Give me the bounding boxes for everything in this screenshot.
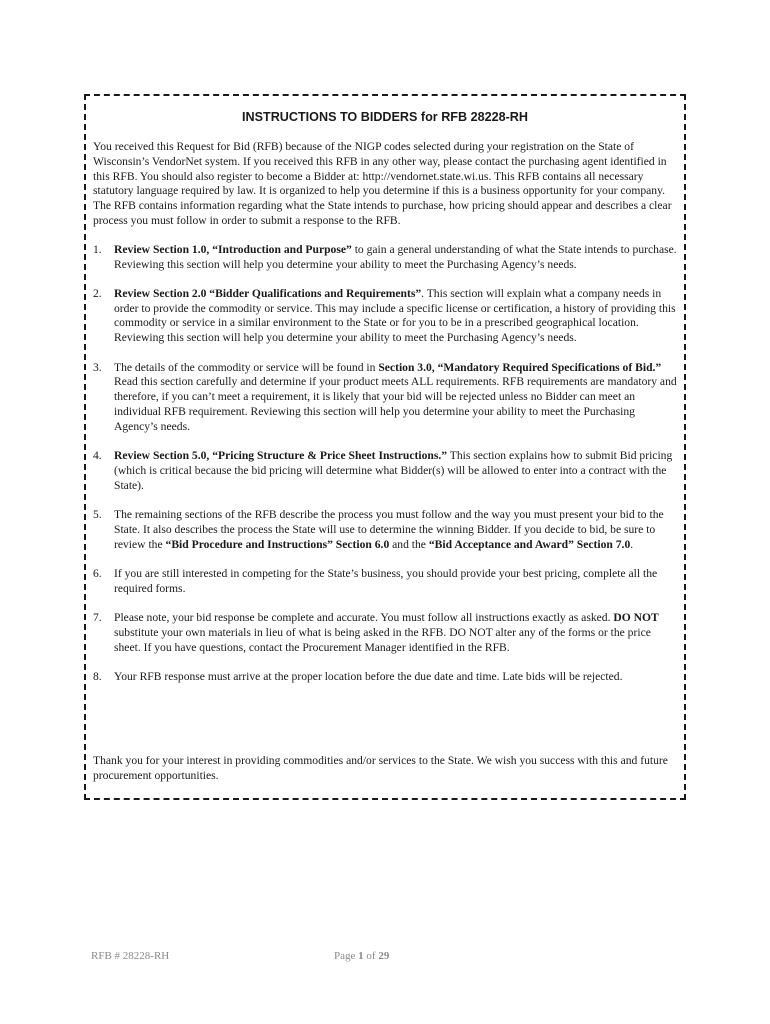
intro-paragraph: You received this Request for Bid (RFB) because of the NIGP codes selected during your registration on the State of Wisconsin’s VendorNet system. If you received this RFB in any other way, please contact the purchasing agent identified in this RFB. You should also register to become a Bidder at: http://vendornet.state.wi.us. This RFB contains all necessary statutory language required by law. It is organized to help you determine if this is a business opportunity for your company. The RFB contains information regarding what the State intends to purchase, how pricing should appear and describes a clear process you must follow in order to submit a response to the RFB. [93,140,672,227]
document-title: INSTRUCTIONS TO BIDDERS for RFB 28228-RH [242,110,528,124]
footer-rfb-number: RFB # 28228-RH [91,950,170,962]
footer-page-number: Page 1 of 29 [334,950,390,962]
list-item: 2. Review Section 2.0 “Bidder Qualifications and Requirements”. This section will explain what a company needs in order to provide the commodity or service. This may include a specific license or certification, a history of providing this commodity or service in a similar environment to the State or for you to be in a prescribed geographical location. Reviewing this section will help you determine your ability to meet the Purchasing Agency’s needs. [93,286,676,345]
list-item: 5. The remaining sections of the RFB describe the process you must follow and the way you must present your bid to the State. It also describes the process the State will use to determine the winning Bidder. If you decide to bid, be sure to review the “Bid Procedure and Instructions” Section 6.0 and the “Bid Acceptance and Award” Section 7.0. [93,507,664,551]
instructions-box [84,94,686,800]
list-item: 6. If you are still interested in competing for the State’s business, you should provide your best pricing, complete all the required forms. [93,566,658,595]
list-item: 7. Please note, your bid response be complete and accurate. You must follow all instructions exactly as asked. DO NOT substitute your own materials in lieu of what is being asked in the RFB. DO NOT alter any of the forms or the price sheet. If you have questions, contact the Procurement Manager identified in the RFB. [93,610,659,654]
list-item: 8. Your RFB response must arrive at the proper location before the due date and time. Late bids will be rejected. [93,669,623,683]
list-item: 4. Review Section 5.0, “Pricing Structure & Price Sheet Instructions.” This section explains how to submit Bid pricing (which is critical because the bid pricing will determine what Bidder(s) will be allowed to enter into a contract with the State). [93,449,673,492]
closing-paragraph: Thank you for your interest in providing commodities and/or services to the State. We wish you success with this and future procurement opportunities. [93,754,668,782]
instructions-content [93,140,677,699]
list-item: 1. Review Section 1.0, “Introduction and Purpose” to gain a general understanding of what the State intends to purchase. Reviewing this section will help you determine your ability to meet the Purchasing Agency’s needs. [93,242,677,271]
list-item: 3. The details of the commodity or service will be found in Section 3.0, “Mandatory Required Specifications of Bid.” Read this section carefully and determine if your product meets ALL requirements. RFB requirements are mandatory and therefore, if you can’t meet a requirement, it is likely that your bid will be rejected unless no Bidder can meet an individual RFB requirement. Reviewing this section will help you determine your ability to meet the Purchasing Agency’s needs. [93,360,677,433]
instruction-list [93,243,677,685]
